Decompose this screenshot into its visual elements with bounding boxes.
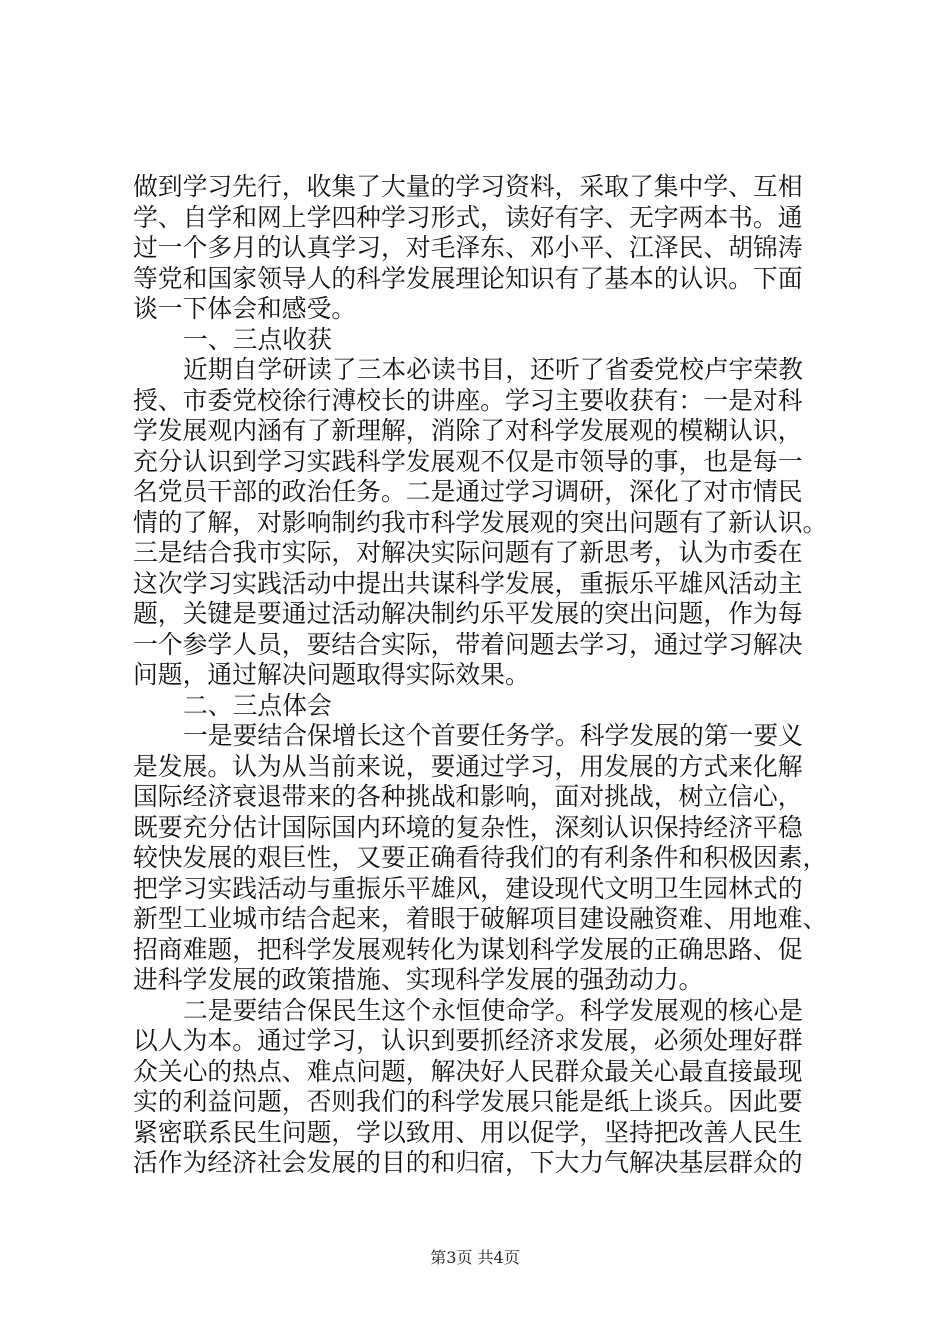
text-line: 既要充分估计国际国内环境的复杂性，深刻认识保持经济平稳 <box>133 812 803 842</box>
text-line: 紧密联系民生问题，学以致用、用以促学，坚持把改善人民生 <box>133 1117 803 1147</box>
text-line: 三是结合我市实际，对解决实际问题有了新思考，认为市委在 <box>133 538 803 567</box>
text-line: 把学习实践活动与重振乐平雄风，建设现代文明卫生园林式的 <box>133 873 803 903</box>
text-line: 新型工业城市结合起来，着眼于破解项目建设融资难、用地难、 <box>133 904 828 933</box>
text-line: 名党员干部的政治任务。二是通过学习调研，深化了对市情民 <box>133 477 803 506</box>
text-line: 以人为本。通过学习，认识到要抓经济求发展，必须处理好群 <box>133 1026 803 1055</box>
text-line: 国际经济衰退带来的各种挑战和影响，面对挑战，树立信心， <box>133 782 803 811</box>
text-line: 谈一下体会和感受。 <box>133 294 357 323</box>
text-line: 一、三点收获 <box>183 324 332 354</box>
text-line: 较快发展的艰巨性，又要正确看待我们的有利条件和积极因素， <box>133 843 828 872</box>
text-line: 众关心的热点、难点问题，解决好人民群众最关心最直接最现 <box>133 1056 803 1086</box>
text-line: 一是要结合保增长这个首要任务学。科学发展的第一要义 <box>183 721 803 750</box>
text-line: 学、自学和网上学四种学习形式，读好有字、无字两本书。通 <box>133 202 803 232</box>
text-line: 进科学发展的政策措施、实现科学发展的强劲动力。 <box>133 965 704 994</box>
text-line: 充分认识到学习实践科学发展观不仅是市领导的事，也是每一 <box>133 446 803 476</box>
text-line: 这次学习实践活动中提出共谋科学发展，重振乐平雄风活动主 <box>133 568 803 598</box>
text-line: 招商难题，把科学发展观转化为谋划科学发展的正确思路、促 <box>133 934 803 964</box>
text-line: 做到学习先行，收集了大量的学习资料，采取了集中学、互相 <box>133 172 803 201</box>
page-footer: 第3页 共4页 <box>430 1248 520 1267</box>
text-line: 一个参学人员，要结合实际，带着问题去学习，通过学习解决 <box>133 629 803 659</box>
text-line: 近期自学研读了三本必读书目，还听了省委党校卢宇荣教 <box>183 355 803 384</box>
text-line: 是发展。认为从当前来说，要通过学习，用发展的方式来化解 <box>133 751 803 781</box>
text-line: 题，关键是要通过活动解决制约乐平发展的突出问题，作为每 <box>133 599 803 628</box>
text-line: 问题，通过解决问题取得实际效果。 <box>133 660 530 689</box>
text-line: 过一个多月的认真学习，对毛泽东、邓小平、江泽民、胡锦涛 <box>133 233 803 262</box>
text-line: 等党和国家领导人的科学发展理论知识有了基本的认识。下面 <box>133 263 803 293</box>
text-line: 情的了解，对影响制约我市科学发展观的突出问题有了新认识。 <box>133 507 828 537</box>
text-line: 二是要结合保民生这个永恒使命学。科学发展观的核心是 <box>183 995 803 1025</box>
document-body <box>133 172 843 1179</box>
text-line: 二、三点体会 <box>183 690 332 720</box>
text-line: 授、市委党校徐行溥校长的讲座。学习主要收获有：一是对科 <box>133 385 803 415</box>
text-line: 学发展观内涵有了新理解，消除了对科学发展观的模糊认识， <box>133 416 803 445</box>
text-line: 实的利益问题，否则我们的科学发展只能是纸上谈兵。因此要 <box>133 1087 803 1116</box>
text-line: 活作为经济社会发展的目的和归宿，下大力气解决基层群众的 <box>133 1148 803 1177</box>
